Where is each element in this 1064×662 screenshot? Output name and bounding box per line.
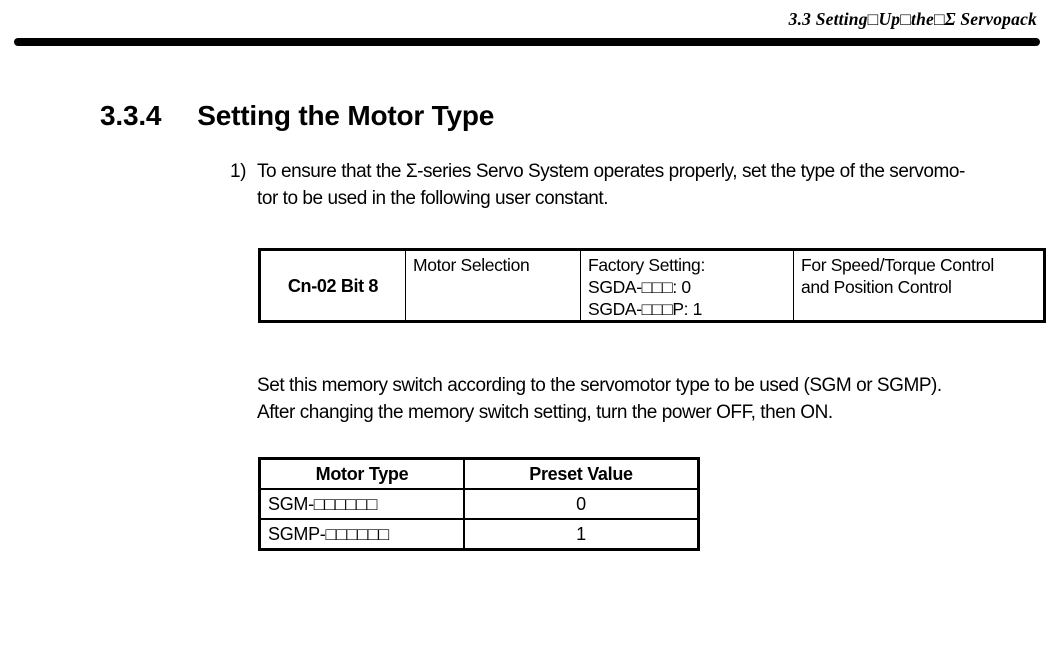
section-heading: [100, 100, 494, 132]
running-header: 3.3 Setting□Up□the□Σ Servopack: [788, 9, 1037, 29]
motor-table-cell-preset-value: 0: [463, 488, 697, 518]
application-line: For Speed/Torque Control: [801, 255, 994, 275]
paragraph-line: To ensure that the Σ-series Servo System operates properly, set the type of the servomo-: [257, 161, 965, 182]
note-line: Set this memory switch according to the servomotor type to be used (SGM or SGMP).: [257, 375, 942, 396]
note-line: After changing the memory switch setting, turn the power OFF, then ON.: [257, 402, 833, 423]
motor-table-cell-preset-value: 1: [463, 518, 697, 548]
factory-setting-line: SGDA-□□□P: 1: [588, 299, 703, 319]
list-number: 1): [230, 161, 246, 182]
application-cell: [793, 251, 1043, 320]
motor-table-cell-motor-type: SGMP-□□□□□□: [261, 518, 463, 548]
note-paragraph: [257, 372, 942, 426]
section-title: Setting the Motor Type: [197, 100, 495, 131]
application-line: and Position Control: [801, 277, 952, 297]
motor-table-header-motor-type: Motor Type: [315, 463, 409, 484]
numbered-paragraph: [230, 158, 965, 212]
factory-setting-line: SGDA-□□□: 0: [588, 277, 691, 297]
motor-table-header-preset-value: Preset Value: [463, 460, 697, 488]
user-constant-table: [258, 248, 1046, 323]
header-rule: [14, 38, 1040, 46]
factory-setting-line: Factory Setting:: [588, 255, 705, 275]
constant-name-cell: Motor Selection: [405, 251, 580, 320]
motor-type-table: [258, 457, 700, 551]
constant-parameter-cell: Cn-02 Bit 8: [287, 275, 379, 296]
paragraph-text: [257, 158, 965, 212]
section-number: 3.3.4: [100, 100, 162, 131]
paragraph-line: tor to be used in the following user constant.: [257, 188, 609, 209]
factory-setting-cell: [580, 251, 793, 320]
motor-table-cell-motor-type: SGM-□□□□□□: [261, 488, 463, 518]
